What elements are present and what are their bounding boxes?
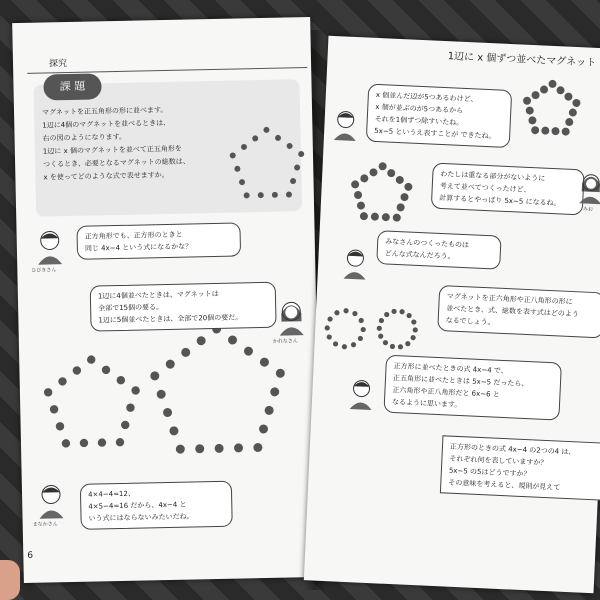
magnet-dot <box>377 326 382 331</box>
magnet-dot <box>396 203 404 211</box>
student-name: まなかさん <box>32 521 58 528</box>
magnet-dot <box>117 376 126 385</box>
speech-bubble <box>383 355 561 421</box>
magnet-dot <box>98 438 107 447</box>
magnet-dot <box>150 371 159 380</box>
bubble-line: x 個が並ぶのが5つあるから <box>375 102 464 115</box>
magnet-dot <box>548 80 556 88</box>
bubble-line: 全部で15個の要る。 <box>98 303 164 313</box>
magnet-dot <box>327 316 332 321</box>
magnet-dot <box>361 327 366 332</box>
magnet-dot <box>169 426 178 435</box>
task-badge: 課 題 <box>43 73 102 100</box>
magnet-dot <box>556 86 564 94</box>
magnet-dot <box>410 335 415 340</box>
speech-bubble <box>80 481 233 530</box>
magnet-dot <box>116 438 125 447</box>
magnet-dot <box>157 390 166 399</box>
magnet-dot <box>396 176 404 184</box>
left-page <box>12 17 322 583</box>
magnet-dot <box>398 344 403 349</box>
magnet-dot <box>352 311 357 316</box>
magnet-dot <box>181 348 190 357</box>
bubble-line: みなさんのつくったものは <box>385 237 470 250</box>
task-line: 1辺に4個のマグネットを並べるときは、 <box>42 118 171 130</box>
magnet-dot <box>411 319 416 324</box>
bubble-line: 正方形に並べたときの式 4x−4 で、 <box>393 361 508 376</box>
magnet-dot <box>378 333 383 338</box>
magnet-dot <box>287 143 293 149</box>
bubble-line: どんな式なんだろう。 <box>384 249 455 261</box>
magnet-dot <box>325 325 330 330</box>
magnet-dot <box>126 403 135 412</box>
magnet-dot <box>163 408 172 417</box>
magnet-dot <box>215 444 224 453</box>
hand-thumb <box>0 560 20 600</box>
question-line: その意味を考えると、規則が見えて <box>448 478 561 492</box>
magnet-dot <box>541 126 549 134</box>
magnet-dot <box>358 336 363 341</box>
question-line: それぞれ何を表していますか？ <box>449 454 548 468</box>
section-tab: 探究 <box>48 59 68 70</box>
magnet-dot <box>393 213 401 221</box>
question-box <box>440 435 600 500</box>
right-page <box>304 36 600 594</box>
magnet-dot <box>327 334 332 339</box>
magnet-dot <box>241 144 247 150</box>
magnet-dot <box>276 369 285 378</box>
magnet-dot <box>371 212 379 220</box>
speech-bubble <box>76 222 241 259</box>
magnet-dot <box>360 212 368 220</box>
magnet-dot <box>413 327 418 332</box>
magnet-dot <box>378 162 386 170</box>
magnet-dot <box>572 99 580 107</box>
bubble-line: わたしは重なる部分がないように <box>440 169 546 183</box>
magnet-dot <box>343 308 348 313</box>
student-face-mio <box>577 171 600 204</box>
bubble-line: 4×4−4=12、 <box>87 489 136 499</box>
magnet-dot <box>528 116 536 124</box>
speech-bubble <box>366 84 512 148</box>
bubble-line: 1辺に5個並べたときは、全部で20個の要だ。 <box>98 313 243 325</box>
magnet-dot <box>265 406 274 415</box>
magnet-dot <box>195 444 204 453</box>
magnet-dot <box>58 377 67 386</box>
magnet-dot <box>294 164 300 170</box>
bubble-line: 同じ 4x−4 という式になるかな？ <box>84 242 193 253</box>
bubble-line: 計算するとやっぱり 5x−5 になるね。 <box>439 193 561 208</box>
magnet-dot <box>253 443 262 452</box>
speech-bubble <box>376 230 501 270</box>
magnet-dot <box>391 309 396 314</box>
bubble-line: x 個並んだ辺が5つあるわけど、 <box>375 90 478 104</box>
bubble-line: 正五角形に並べたときは 5x−5 だったら、 <box>392 373 529 389</box>
magnet-dot <box>239 179 245 185</box>
question-line: 正方形のときの式 4x−4 の2つの4 は、 <box>449 442 576 457</box>
bubble-line: 4×5−4=16 だから、4x−4 と <box>88 500 187 511</box>
student-face-karena <box>276 299 307 336</box>
magnet-dot <box>80 439 89 448</box>
magnet-dot <box>383 340 388 345</box>
bubble-line: 正六角形や正八角形だと 6x−6 と <box>392 385 500 399</box>
student-name: みお <box>582 206 594 213</box>
magnet-dot <box>252 135 258 141</box>
magnet-dot <box>531 91 539 99</box>
magnet-dot <box>400 193 408 201</box>
bubble-line: なるでしょう。 <box>445 316 495 327</box>
magnet-dot <box>286 191 292 197</box>
magnet-dot <box>290 178 296 184</box>
bubble-line: いう式にはならないみたいだね。 <box>88 512 194 523</box>
speech-bubble <box>431 163 585 216</box>
magnet-dot <box>405 341 410 346</box>
task-line: つくるとき、必要となるマグネットの総数は、 <box>43 157 190 169</box>
student-name: ひびきさん <box>31 267 57 274</box>
magnet-dot <box>50 405 59 414</box>
magnet-dot <box>351 342 356 347</box>
magnet-dot <box>56 422 65 431</box>
task-line: マグネットを正五角形の形に並べます。 <box>41 105 168 117</box>
magnet-dot <box>166 360 175 369</box>
magnet-dot <box>275 135 281 141</box>
magnet-dot <box>404 183 412 191</box>
magnet-dot <box>270 387 279 396</box>
magnet-dot <box>564 92 572 100</box>
magnet-dot <box>360 174 368 182</box>
magnet-dot <box>298 151 304 157</box>
student-name: かれなさん <box>272 338 298 345</box>
magnet-dot <box>358 318 363 323</box>
magnet-dot <box>387 169 395 177</box>
magnet-dot <box>382 213 390 221</box>
magnet-dot <box>87 355 96 364</box>
bubble-line: 1辺に4個並べたときは、マグネットは <box>97 289 219 301</box>
question-line: 5x−5 の5はどうですか？ <box>448 466 531 479</box>
student-face-manaka <box>36 482 67 519</box>
magnet-dot <box>357 201 365 209</box>
magnet-dot <box>131 386 140 395</box>
magnet-dot <box>334 310 339 315</box>
magnet-dot <box>384 312 389 317</box>
magnet-dot <box>523 97 531 105</box>
task-line: 1辺に x 個のマグネットを並べて正五角形を <box>42 144 182 156</box>
bubble-line: マグネットを正六角形や正八角形の形に <box>446 292 573 307</box>
magnet-dot <box>354 191 362 199</box>
bubble-line: 並べたとき、式、総数を表す式はどのよう <box>446 304 580 319</box>
magnet-dot <box>551 127 559 135</box>
bubble-line: それを1個ずつ除すいたね。 <box>374 114 464 127</box>
bubble-line: 5x−5 というえ表すことが できたね。 <box>374 126 496 141</box>
student-face <box>348 377 375 410</box>
magnet-dot <box>73 366 82 375</box>
magnet-dot <box>390 344 395 349</box>
magnet-dot <box>258 192 264 198</box>
speech-bubble <box>90 282 277 332</box>
magnet-dot <box>62 439 71 448</box>
magnet-dot <box>259 424 268 433</box>
magnet-dot <box>351 180 359 188</box>
magnet-dot <box>234 443 243 452</box>
magnet-dot <box>197 336 206 345</box>
magnet-dot <box>176 445 185 454</box>
magnet-dot <box>121 421 130 430</box>
magnet-dot <box>399 309 404 314</box>
magnet-dot <box>562 127 570 135</box>
magnet-dot <box>272 192 278 198</box>
speech-bubble <box>437 285 600 338</box>
magnet-dot <box>234 166 240 172</box>
page-header: 1辺に x 個ずつ並べたマグネット <box>447 51 597 69</box>
task-line: x を使ってどのような式で表せますか。 <box>43 170 169 182</box>
magnet-dot <box>333 341 338 346</box>
magnet-dot <box>342 344 347 349</box>
magnet-dot <box>263 127 269 133</box>
student-face <box>332 108 359 141</box>
page-number: 6 <box>27 550 34 561</box>
magnet-dot <box>540 85 548 93</box>
bubble-line: なるように思います。 <box>391 397 462 410</box>
magnet-dot <box>526 106 534 114</box>
bubble-line: 正方角形でも、正方形のときと <box>84 230 183 241</box>
magnet-dot <box>260 358 269 367</box>
student-face-hibiki <box>34 228 65 265</box>
teacher-face <box>342 247 369 280</box>
magnet-dot <box>230 152 236 158</box>
magnet-dot <box>228 335 237 344</box>
magnet-dot <box>565 118 573 126</box>
magnet-dot <box>369 168 377 176</box>
task-line: 右の図のようになります。 <box>42 132 127 143</box>
magnet-dot <box>406 313 411 318</box>
magnet-dot <box>531 126 539 134</box>
bubble-line: 考えて並べてつくったけど、 <box>439 181 531 195</box>
magnet-dot <box>102 366 111 375</box>
magnet-dot <box>379 318 384 323</box>
magnet-dot <box>244 192 250 198</box>
magnet-dot <box>244 347 253 356</box>
magnet-dot <box>44 388 53 397</box>
magnet-dot <box>569 108 577 116</box>
